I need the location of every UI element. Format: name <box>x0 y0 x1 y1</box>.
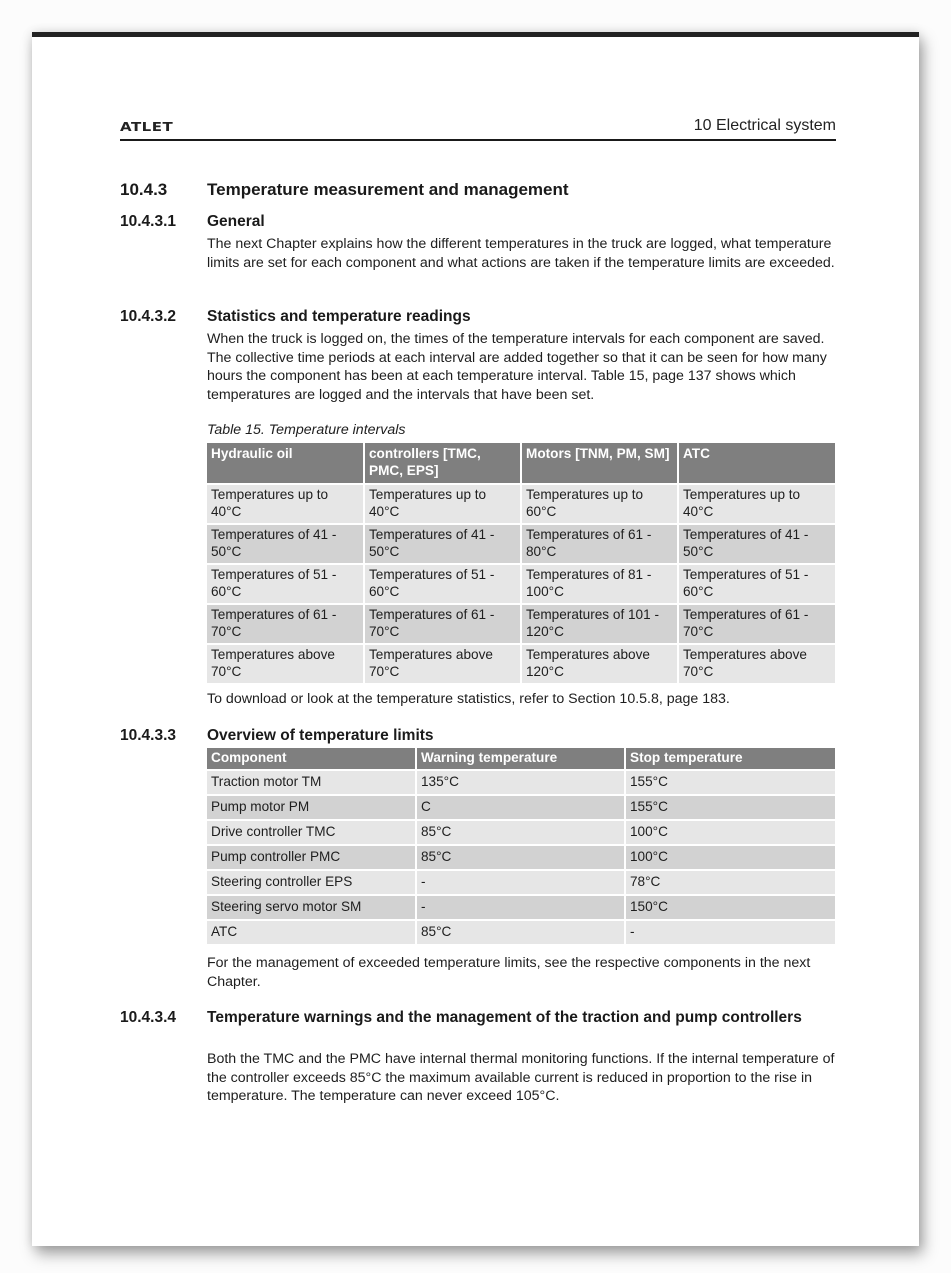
section-number: 10.4.3 <box>120 180 168 199</box>
section-number: 10.4.3.3 <box>120 727 177 744</box>
statistics-reference-paragraph: To download or look at the temperature statistics, refer to Section 10.5.8, page 183. <box>207 691 730 707</box>
table-header-row <box>207 748 835 770</box>
table-cell: Temperatures of 51 - 60°C <box>678 564 835 604</box>
table-cell: C <box>416 795 625 820</box>
table-15-caption: Table 15. Temperature intervals <box>207 422 406 438</box>
controller-warnings-paragraph: Both the TMC and the PMC have internal thermal monitoring functions. If the internal temperature of the controller exceeds 85°C the maximum available current is reduced in proportion to the rise in temperature. The temperature can never exceed 105°C. <box>207 1051 835 1104</box>
table-cell: ATC <box>207 920 416 944</box>
section-number: 10.4.3.4 <box>120 1009 177 1026</box>
column-header: controllers [TMC, PMC, EPS] <box>364 443 521 484</box>
table-row <box>207 604 835 644</box>
statistics-paragraph: When the truck is logged on, the times of the temperature intervals for each component are saved. The collective time periods at each interval are added together so that it can be seen for how many hours the component has been at each temperature interval. Table 15, page 137 shows which temperatures are logged and the intervals that have been set. <box>207 331 827 403</box>
page-header <box>120 117 836 141</box>
table-row <box>207 920 835 944</box>
table-cell: Temperatures up to 40°C <box>678 484 835 524</box>
table-cell: 155°C <box>625 795 835 820</box>
table-cell: Temperatures of 51 - 60°C <box>207 564 364 604</box>
table-cell: Temperatures above 70°C <box>364 644 521 683</box>
column-header: Component <box>207 748 416 770</box>
table-row <box>207 524 835 564</box>
table-row <box>207 795 835 820</box>
table-cell: Temperatures up to 60°C <box>521 484 678 524</box>
section-heading-10-4-3-1 <box>120 213 827 231</box>
table-cell: 78°C <box>625 870 835 895</box>
table-row <box>207 845 835 870</box>
table-cell: 155°C <box>625 770 835 795</box>
table-header-row <box>207 443 835 484</box>
table-cell: Temperatures of 61 - 70°C <box>364 604 521 644</box>
table-cell: Pump motor PM <box>207 795 416 820</box>
section-title: Temperature warnings and the management of the traction and pump controllers <box>207 1009 802 1026</box>
table-cell: Traction motor TM <box>207 770 416 795</box>
table-cell: Temperatures of 51 - 60°C <box>364 564 521 604</box>
table-cell: Temperatures of 41 - 50°C <box>364 524 521 564</box>
table-cell: Temperatures above 70°C <box>207 644 364 683</box>
column-header: Hydraulic oil <box>207 443 364 484</box>
table-cell: 150°C <box>625 895 835 920</box>
table-row <box>207 895 835 920</box>
section-number: 10.4.3.2 <box>120 308 177 325</box>
table-cell: Temperatures of 61 - 80°C <box>521 524 678 564</box>
table-row <box>207 564 835 604</box>
column-header: Warning temperature <box>416 748 625 770</box>
table-cell: Temperatures of 61 - 70°C <box>207 604 364 644</box>
limits-reference-paragraph: For the management of exceeded temperature limits, see the respective components in the next Chapter. <box>207 955 811 990</box>
temperature-intervals-table <box>207 443 835 683</box>
table-cell: Temperatures of 61 - 70°C <box>678 604 835 644</box>
table-cell: 85°C <box>416 820 625 845</box>
section-heading-10-4-3 <box>120 180 569 200</box>
table-row <box>207 644 835 683</box>
table-row <box>207 870 835 895</box>
table-cell: Temperatures up to 40°C <box>207 484 364 524</box>
table-cell: Temperatures above 120°C <box>521 644 678 683</box>
table-row <box>207 484 835 524</box>
table-cell: 85°C <box>416 920 625 944</box>
general-paragraph: The next Chapter explains how the different temperatures in the truck are logged, what temperature limits are set for each component and what actions are taken if the temperature limits are exceeded. <box>207 236 835 271</box>
table-cell: - <box>625 920 835 944</box>
table-cell: Steering servo motor SM <box>207 895 416 920</box>
section-title: Statistics and temperature readings <box>207 308 471 325</box>
section-heading-10-4-3-3 <box>120 727 827 745</box>
table-cell: Temperatures of 41 - 50°C <box>207 524 364 564</box>
table-cell: Temperatures of 101 - 120°C <box>521 604 678 644</box>
section-title: General <box>207 213 265 230</box>
section-title: Temperature measurement and management <box>207 180 569 199</box>
table-cell: - <box>416 895 625 920</box>
table-row <box>207 770 835 795</box>
table-cell: Steering controller EPS <box>207 870 416 895</box>
table-cell: Temperatures of 81 - 100°C <box>521 564 678 604</box>
column-header: Stop temperature <box>625 748 835 770</box>
section-number: 10.4.3.1 <box>120 213 177 230</box>
table-cell: Pump controller PMC <box>207 845 416 870</box>
table-cell: 135°C <box>416 770 625 795</box>
table-cell: 100°C <box>625 845 835 870</box>
table-cell: 85°C <box>416 845 625 870</box>
chapter-title: 10 Electrical system <box>693 117 836 134</box>
table-cell: Temperatures of 41 - 50°C <box>678 524 835 564</box>
table-cell: - <box>416 870 625 895</box>
document-page <box>32 32 919 1246</box>
temperature-limits-table <box>207 748 835 944</box>
section-heading-10-4-3-4 <box>120 1009 827 1027</box>
column-header: Motors [TNM, PM, SM] <box>521 443 678 484</box>
table-cell: Drive controller TMC <box>207 820 416 845</box>
table-cell: 100°C <box>625 820 835 845</box>
column-header: ATC <box>678 443 835 484</box>
atlet-logo: ATLET <box>120 119 174 135</box>
table-cell: Temperatures above 70°C <box>678 644 835 683</box>
table-row <box>207 820 835 845</box>
section-heading-10-4-3-2 <box>120 308 827 326</box>
table-cell: Temperatures up to 40°C <box>364 484 521 524</box>
section-title: Overview of temperature limits <box>207 727 434 744</box>
